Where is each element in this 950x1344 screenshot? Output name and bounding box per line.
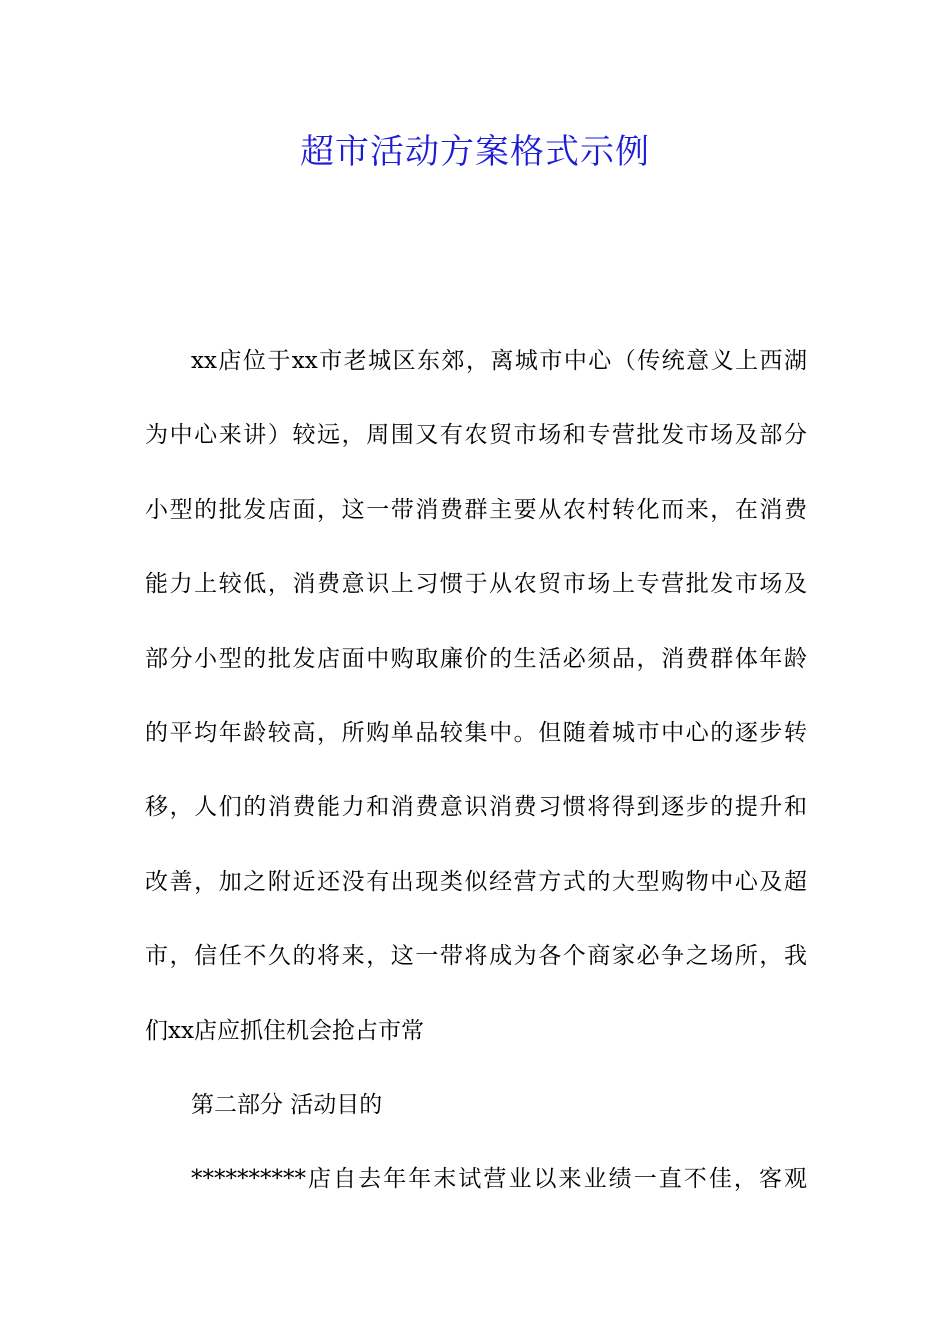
paragraph-line: 小型的批发店面，这一带消费群主要从农村转化而来，在消费	[145, 496, 807, 523]
paragraph-line: 改善，加之附近还没有出现类似经营方式的大型购物中心及超	[145, 868, 807, 895]
document-title: 超市活动方案格式示例	[300, 132, 650, 172]
paragraph-line: 移，人们的消费能力和消费意识消费习惯将得到逐步的提升和	[145, 794, 807, 821]
paragraph-line: 的平均年龄较高，所购单品较集中。但随着城市中心的逐步转	[145, 719, 807, 746]
document-body	[145, 333, 807, 1226]
paragraph-line: 市，信任不久的将来，这一带将成为各个商家必争之场所，我	[145, 943, 807, 970]
paragraph-line: 能力上较低，消费意识上习惯于从农贸市场上专营批发市场及	[145, 571, 807, 598]
paragraph-line: 们xx店应抓住机会抢占市常	[145, 1017, 424, 1044]
paragraph-line: **********店自去年年末试营业以来业绩一直不佳，客观	[191, 1166, 807, 1193]
paragraph-line: 为中心来讲）较远，周围又有农贸市场和专营批发市场及部分	[145, 422, 807, 449]
section-heading: 第二部分 活动目的	[191, 1091, 383, 1118]
paragraph-line: xx店位于xx市老城区东郊，离城市中心（传统意义上西湖	[191, 348, 807, 374]
paragraph-line: 部分小型的批发店面中购取廉价的生活必须品，消费群体年龄	[145, 645, 807, 672]
